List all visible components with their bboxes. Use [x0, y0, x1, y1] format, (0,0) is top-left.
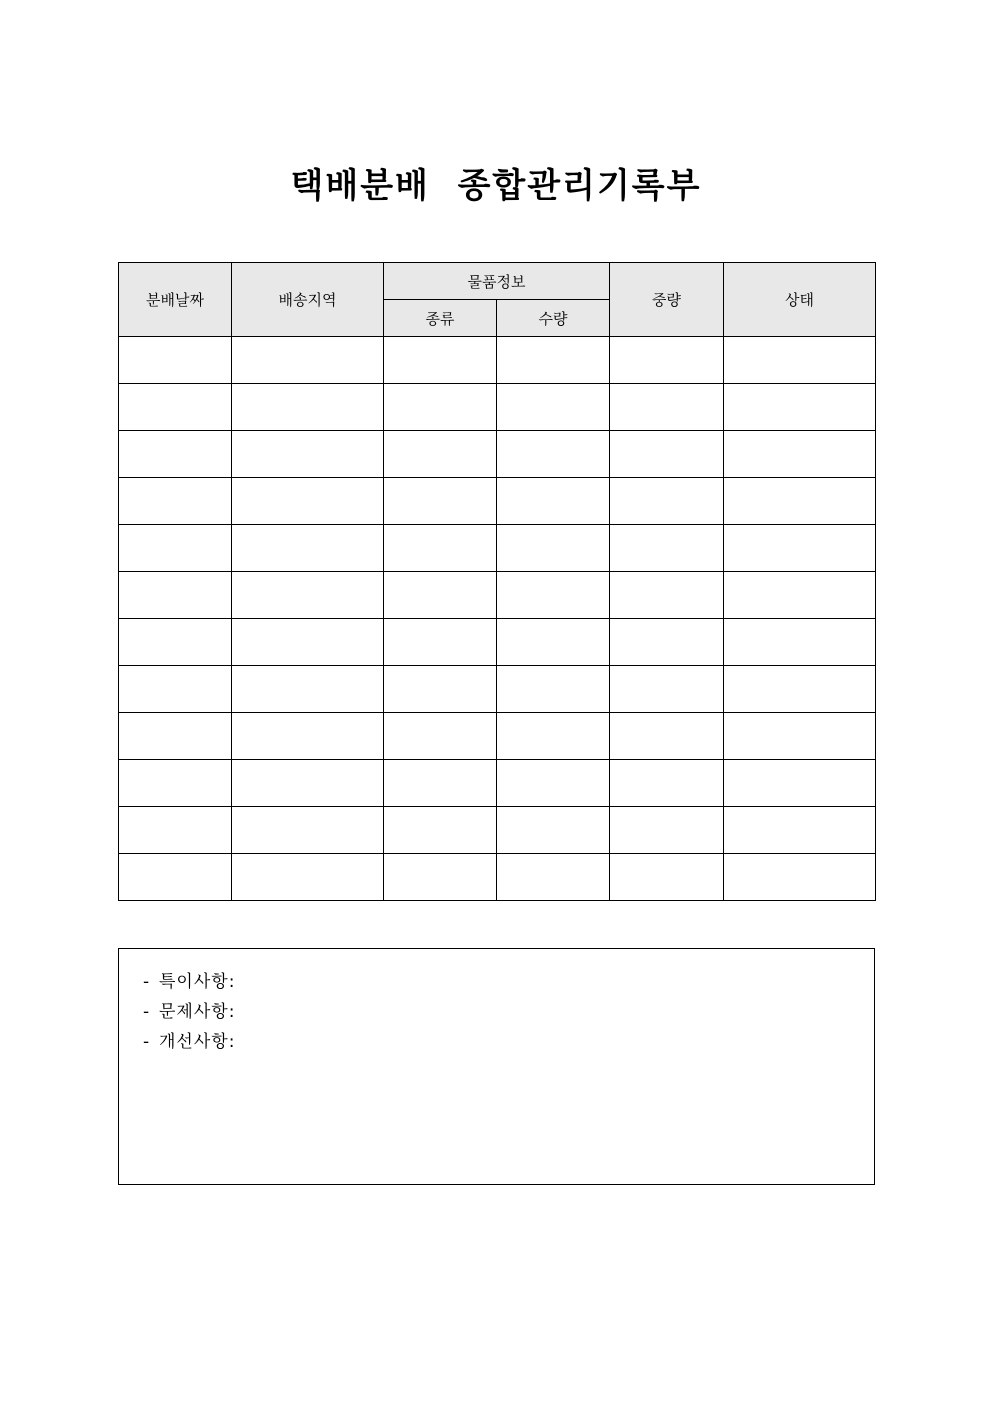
cell-region[interactable]: [232, 666, 384, 713]
cell-date[interactable]: [119, 760, 232, 807]
cell-quantity[interactable]: [497, 854, 610, 901]
cell-item-type[interactable]: [384, 572, 497, 619]
note-improvement: [143, 1027, 874, 1057]
cell-date[interactable]: [119, 572, 232, 619]
cell-item-type[interactable]: [384, 807, 497, 854]
cell-quantity[interactable]: [497, 384, 610, 431]
cell-weight[interactable]: [610, 478, 724, 525]
table-row: [119, 619, 876, 666]
table-row: [119, 525, 876, 572]
cell-weight[interactable]: [610, 431, 724, 478]
table-header-row: [119, 263, 876, 300]
cell-date[interactable]: [119, 431, 232, 478]
cell-region[interactable]: [232, 807, 384, 854]
table-row: [119, 807, 876, 854]
cell-status[interactable]: [724, 619, 876, 666]
cell-weight[interactable]: [610, 854, 724, 901]
note-label: 문제사항:: [159, 1002, 236, 1022]
cell-region[interactable]: [232, 478, 384, 525]
cell-status[interactable]: [724, 337, 876, 384]
distribution-record-table: [118, 262, 876, 901]
cell-item-type[interactable]: [384, 619, 497, 666]
table-row: [119, 854, 876, 901]
cell-quantity[interactable]: [497, 666, 610, 713]
cell-weight[interactable]: [610, 572, 724, 619]
note-label: 특이사항:: [159, 972, 236, 992]
notes-box: [118, 948, 875, 1185]
cell-quantity[interactable]: [497, 760, 610, 807]
table-row: [119, 666, 876, 713]
cell-weight[interactable]: [610, 666, 724, 713]
cell-status[interactable]: [724, 713, 876, 760]
note-bullet: -: [143, 1032, 151, 1052]
table-body: [119, 337, 876, 901]
note-bullet: -: [143, 972, 151, 992]
cell-status[interactable]: [724, 525, 876, 572]
cell-item-type[interactable]: [384, 713, 497, 760]
cell-quantity[interactable]: [497, 337, 610, 384]
cell-date[interactable]: [119, 619, 232, 666]
cell-date[interactable]: [119, 337, 232, 384]
cell-region[interactable]: [232, 384, 384, 431]
cell-weight[interactable]: [610, 619, 724, 666]
cell-weight[interactable]: [610, 384, 724, 431]
cell-region[interactable]: [232, 431, 384, 478]
cell-date[interactable]: [119, 525, 232, 572]
cell-weight[interactable]: [610, 525, 724, 572]
notes-list: [119, 949, 874, 1057]
cell-date[interactable]: [119, 384, 232, 431]
cell-date[interactable]: [119, 713, 232, 760]
cell-region[interactable]: [232, 619, 384, 666]
cell-region[interactable]: [232, 525, 384, 572]
cell-status[interactable]: [724, 854, 876, 901]
cell-quantity[interactable]: [497, 713, 610, 760]
cell-item-type[interactable]: [384, 666, 497, 713]
header-quantity: 수량: [497, 300, 610, 337]
cell-status[interactable]: [724, 478, 876, 525]
cell-item-type[interactable]: [384, 478, 497, 525]
cell-region[interactable]: [232, 337, 384, 384]
header-status: 상태: [724, 263, 876, 337]
cell-quantity[interactable]: [497, 572, 610, 619]
cell-weight[interactable]: [610, 713, 724, 760]
cell-date[interactable]: [119, 478, 232, 525]
cell-item-type[interactable]: [384, 337, 497, 384]
cell-date[interactable]: [119, 854, 232, 901]
cell-quantity[interactable]: [497, 431, 610, 478]
table-row: [119, 713, 876, 760]
cell-quantity[interactable]: [497, 525, 610, 572]
cell-quantity[interactable]: [497, 478, 610, 525]
table-row: [119, 572, 876, 619]
cell-item-type[interactable]: [384, 431, 497, 478]
note-bullet: -: [143, 1002, 151, 1022]
cell-date[interactable]: [119, 807, 232, 854]
note-problem: [143, 997, 874, 1027]
cell-weight[interactable]: [610, 337, 724, 384]
cell-region[interactable]: [232, 572, 384, 619]
note-label: 개선사항:: [159, 1032, 236, 1052]
cell-status[interactable]: [724, 666, 876, 713]
cell-item-type[interactable]: [384, 760, 497, 807]
table-row: [119, 431, 876, 478]
table-row: [119, 384, 876, 431]
cell-region[interactable]: [232, 713, 384, 760]
cell-item-type[interactable]: [384, 854, 497, 901]
page-title: 택배분배 종합관리기록부: [290, 166, 702, 206]
cell-quantity[interactable]: [497, 807, 610, 854]
cell-quantity[interactable]: [497, 619, 610, 666]
cell-status[interactable]: [724, 807, 876, 854]
table-row: [119, 337, 876, 384]
cell-status[interactable]: [724, 760, 876, 807]
cell-item-type[interactable]: [384, 384, 497, 431]
header-region: 배송지역: [232, 263, 384, 337]
cell-status[interactable]: [724, 384, 876, 431]
cell-weight[interactable]: [610, 807, 724, 854]
note-special: [143, 967, 874, 997]
cell-weight[interactable]: [610, 760, 724, 807]
cell-region[interactable]: [232, 760, 384, 807]
cell-item-type[interactable]: [384, 525, 497, 572]
header-date: 분배날짜: [119, 263, 232, 337]
cell-status[interactable]: [724, 572, 876, 619]
table-row: [119, 478, 876, 525]
cell-date[interactable]: [119, 666, 232, 713]
header-weight: 중량: [610, 263, 724, 337]
table-row: [119, 760, 876, 807]
cell-status[interactable]: [724, 431, 876, 478]
header-item-info: 물품정보: [384, 263, 610, 300]
cell-region[interactable]: [232, 854, 384, 901]
header-item-type: 종류: [384, 300, 497, 337]
